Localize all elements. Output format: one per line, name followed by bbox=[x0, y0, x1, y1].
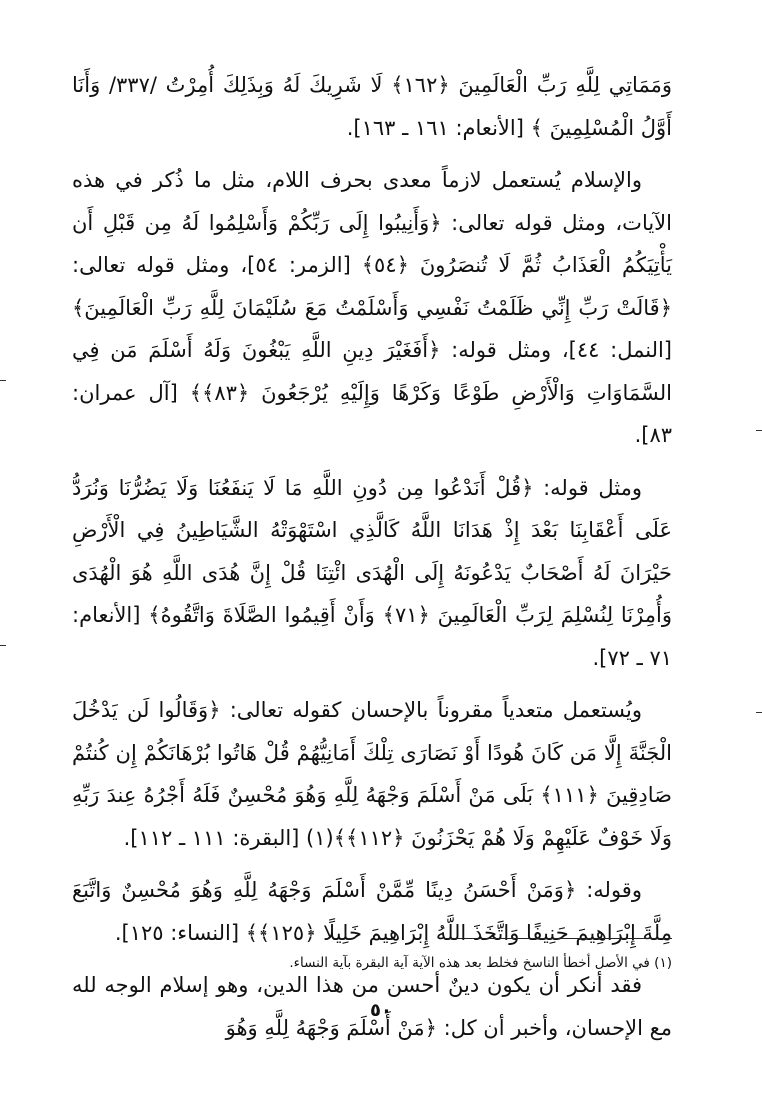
page-number: ٥٠ bbox=[370, 1000, 392, 1021]
margin-mark bbox=[756, 712, 762, 713]
margin-mark bbox=[0, 380, 6, 381]
paragraph-anaduu: ومثل قوله: ﴿قُلْ أَنَدْعُوا مِن دُونِ اللَّهِ مَا لَا يَنفَعُنَا وَلَا يَضُرُّنَا وَنُرَدُّ عَلَى أَعْقَابِنَا بَعْدَ إِذْ هَدَانَا اللَّهُ كَالَّذِي اسْتَهْوَتْهُ الشَّيَاطِينُ فِي الْأَرْضِ حَيْرَانَ لَهُ أَصْحَابٌ يَدْعُونَهُ إِلَى الْهُدَى ائْتِنَا قُلْ إِنَّ هُدَى اللَّهِ هُوَ الْهُدَى وَأُمِرْنَا لِنُسْلِمَ لِرَبِّ الْعَالَمِينَ ﴿٧١﴾ وَأَنْ أَقِيمُوا الصَّلَاةَ وَاتَّقُوهُ﴾ [الأنعام: ٧١ ـ ٧٢]. bbox=[72, 475, 672, 670]
paragraph-continuation: وَمَمَاتِي لِلَّهِ رَبِّ الْعَالَمِينَ ﴿١٦٢﴾ لَا شَرِيكَ لَهُ وَبِذَلِكَ أُمِرْتُ /٣٣٧/ وَأَنَا أَوَّلُ الْمُسْلِمِينَ ﴾ [الأنعام: ١٦١ ـ ١٦٣]. bbox=[72, 73, 672, 140]
body-text bbox=[72, 64, 672, 1059]
paragraph-wa-man-ahsan: وقوله: ﴿وَمَنْ أَحْسَنُ دِينًا مِّمَّنْ أَسْلَمَ وَجْهَهُ لِلَّهِ وَهُوَ مُحْسِنٌ وَاتَّبَعَ مِلَّةَ إِبْرَاهِيمَ حَنِيفًا وَاتَّخَذَ اللَّهُ إِبْرَاهِيمَ خَلِيلًا ﴿١٢٥﴾﴾ [النساء: ١٢٥]. bbox=[72, 878, 672, 945]
paragraph-mutaaddi: ويُستعمل متعدياً مقروناً بالإحسان كقوله تعالى: ﴿وَقَالُوا لَن يَدْخُلَ الْجَنَّةَ إِلَّا مَن كَانَ هُودًا أَوْ نَصَارَى تِلْكَ أَمَانِيُّهُمْ قُلْ هَاتُوا بُرْهَانَكُمْ إِن كُنتُمْ صَادِقِينَ ﴿١١١﴾ بَلَى مَنْ أَسْلَمَ وَجْهَهُ لِلَّهِ وَهُوَ مُحْسِنٌ فَلَهُ أَجْرُهُ عِندَ رَبِّهِ وَلَا خَوْفٌ عَلَيْهِمْ وَلَا هُمْ يَحْزَنُونَ ﴿١١٢﴾﴾(١) [البقرة: ١١١ ـ ١١٢]. bbox=[72, 698, 672, 850]
footnote: (١) في الأصل أخطأ الناسخ فخلط بعد هذه الآية آية البقرة بآية النساء. bbox=[289, 955, 672, 971]
paragraph-islam-lazim: والإسلام يُستعمل لازماً معدى بحرف اللام، مثل ما ذُكر في هذه الآيات، ومثل قوله تعالى: ﴿وَأَنِيبُوا إِلَى رَبِّكُمْ وَأَسْلِمُوا لَهُ مِن قَبْلِ أَن يَأْتِيَكُمُ الْعَذَابُ ثُمَّ لَا تُنصَرُونَ ﴿٥٤﴾ [الزمر: ٥٤]، ومثل قوله تعالى: ﴿قَالَتْ رَبِّ إِنِّي ظَلَمْتُ نَفْسِي وَأَسْلَمْتُ مَعَ سُلَيْمَانَ لِلَّهِ رَبِّ الْعَالَمِينَ﴾ [النمل: ٤٤]، ومثل قوله: ﴿أَفَغَيْرَ دِينِ اللَّهِ يَبْغُونَ وَلَهُ أَسْلَمَ مَن فِي السَّمَاوَاتِ وَالْأَرْضِ طَوْعًا وَكَرْهًا وَإِلَيْهِ يُرْجَعُونَ ﴿٨٣﴾﴾ [آل عمران: ٨٣]. bbox=[72, 168, 672, 447]
paragraph-ankara: فقد أنكر أن يكون دينٌ أحسن من هذا الدين، وهو إسلام الوجه لله مع الإحسان، وأخبر أن كل: ﴿مَنْ أَسْلَمَ وَجْهَهُ لِلَّهِ وَهُوَ bbox=[72, 973, 672, 1040]
margin-mark bbox=[756, 430, 762, 431]
margin-mark bbox=[0, 645, 6, 646]
footnote-divider bbox=[444, 938, 672, 939]
